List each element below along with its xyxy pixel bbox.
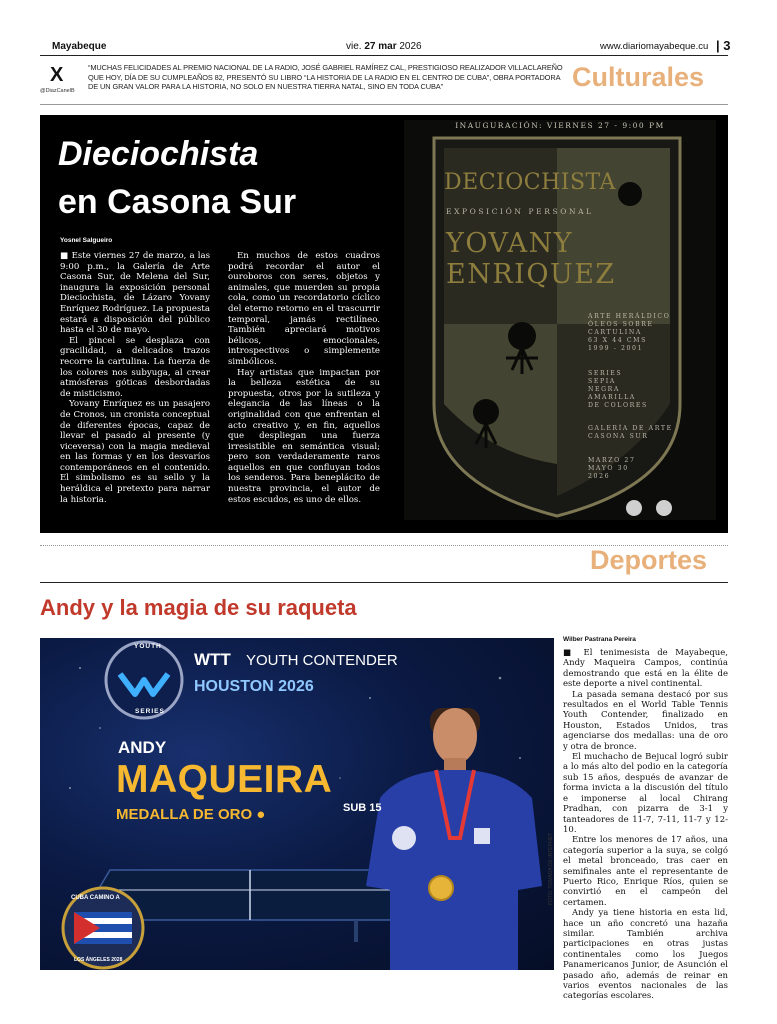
poster-info-gallery: GALERÍA DE ARTE CASONA SUR — [588, 425, 673, 440]
headline-line2: en Casona Sur — [58, 183, 297, 221]
section-label-culturales: Culturales — [572, 62, 705, 92]
badge-text-bottom: LOS ÁNGELES 2028 — [74, 957, 123, 963]
category-label: SUB 15 — [343, 802, 382, 814]
subheader-rule — [40, 104, 728, 105]
paragraph: Yovany Enríquez es un pasajero de Cronos, un cronista conceptual de diferentes épocas, capaz de llevar el pasado al presente (y viceversa) con la magia medieval en las formas y en los desvaríos contemporáneos en el contenido. El simbolismo es su sello y la heráldica el pretexto para narrar la historia. — [60, 399, 210, 505]
paragraph: Andy ya tiene historia en esta lid, hace un año concretó una hazaña similar. También archiva participaciones en otras justas continentales como los Juegos Panamericanos Junior, de Asunción el pasado año, además de reinar en varios eventos nacionales de las categorías escolares. — [563, 908, 728, 1002]
date-year: 2026 — [399, 41, 422, 52]
culturales-column-2 — [228, 251, 380, 505]
paragraph: ■ Este viernes 27 de marzo, a las 9:00 p.m., la Galería de Arte Casona Sur, de Melena del Sur, inaugura la exposición personal Dieciochista, de Lázaro Yovany Enríquez Rodríguez. La propuesta estará a disposición del público hasta el 30 de mayo. — [60, 251, 210, 336]
x-logo-icon: X — [50, 64, 64, 86]
section-label-deportes: Deportes — [590, 545, 708, 575]
paragraph: El muchacho de Bejucal logró subir a lo más alto del podio en la categoría sub 15 años, después de avanzar de forma invicta a la discusión del título e imponerse al local Chirang Pradhan, con pizarra de 3-1 y tanteadores de 11-7, 7-11, 11-7 y 12-10. — [563, 752, 728, 835]
issue-date — [346, 41, 422, 52]
date-prefix: vie. — [346, 41, 362, 52]
paragraph: La pasada semana destacó por sus resultados en el World Table Tennis Youth Contender, finalizado en Houston, Estados Unidos, tras agenciarse dos medallas: una de oro y otra de bronce. — [563, 689, 728, 752]
paragraph: El pincel se desplaza con gracilidad, a delicados trazos recorre la cartulina. La fuerza de los colores nos subyuga, al crear atmósferas góticas desbordadas de misticismo. — [60, 335, 210, 399]
culturales-column-1 — [60, 251, 210, 505]
poster-title: DECIOCHISTA — [444, 170, 616, 195]
photo-credit: FOTO: TOMADA DE INTERNET — [548, 832, 554, 905]
badge-text-top: CUBA CAMINO A — [71, 895, 120, 901]
site-url[interactable]: www.diariomayabeque.cu — [600, 41, 709, 52]
header-rule — [40, 55, 728, 56]
page-number: | 3 — [716, 38, 731, 53]
page-number-value: 3 — [723, 38, 731, 53]
poster-inauguration: INAUGURACIÓN: VIERNES 27 - 9:00 PM — [455, 121, 665, 130]
poster-subtitle: EXPOSICIÓN PERSONAL — [446, 207, 594, 216]
social-quote: “MUCHAS FELICIDADES AL PREMIO NACIONAL DE LA RADIO, JOSÉ GABRIEL RAMÍREZ CAL, PRESTIGIOSO REALIZADOR VILLACLAREÑO QUE HOY, DÍA DE SU CUMPLEAÑOS 82, PRESENTÓ SU LIBRO “LA HISTORIA DE LA RADIO EN EL CENTRO DE CUBA”, OBRA PORTADORA DE UN GRAN VALOR PARA LA HISTORIA, NO SOLO EN NUESTRA TIERRA NATAL, SINO EN TODA CUBA” — [88, 63, 563, 92]
institution-seal-icon — [626, 500, 642, 516]
poster-artist-last: ENRIQUEZ — [446, 259, 616, 290]
poster-info-technique: ARTE HERÁLDICO ÓLEOS SOBRE CARTULINA 63 X 44 CMS 1999 - 2001 — [588, 313, 671, 352]
paragraph: En muchos de estos cuadros podrá recordar el autor el ouroboros con seres, objetos y animales, que muerden su propia cola, como un recordatorio cíclico del eterno retorno en el trascurrir temporal, jamás rectilíneo. También apreciará motivos bélicos, emocionales, introspectivos o simplemente simbólicos. — [228, 251, 380, 367]
paragraph: Entre los menores de 17 años, una categoría superior a la suya, se colgó el metal bronceado, tras caer en semifinales ante el representante de Puerto Rico, Enrique Ríos, quien se convirtió en el campeón del certamen. — [563, 835, 728, 908]
poster-info-dates: MARZO 27 MAYO 30 2026 — [588, 457, 636, 480]
paragraph: ■ El tenimesista de Mayabeque, Andy Maqueira Campos, continúa demostrando que está en la élite de este deporte a nivel continental. — [563, 648, 729, 690]
institution-seal-icon — [656, 500, 672, 516]
medal-label: MEDALLA DE ORO ● — [116, 806, 266, 823]
athlete-last-name: MAQUEIRA — [116, 758, 333, 801]
paragraph: Hay artistas que impactan por la belleza estética de su propuesta, otros por la sutileza y elegancia de las líneas o la originalidad con que enfrentan el acto creativo y, en fin, aquellos que despliegan una fuerza irresistible en semántica visual; pero son verdaderamente raros aquellos en que confluyan todos los senderos. Para beneplácito de nuestra provincia, el autor de estos escudos, es uno de ellos. — [228, 367, 380, 505]
youth-series-badge-bottom: SERIES — [135, 708, 165, 715]
poster-artist-first: YOVANY — [446, 228, 574, 259]
headline-line1: Dieciochista — [58, 135, 259, 173]
deportes-byline: Wilber Pastrana Pereira — [563, 636, 636, 643]
date-main: 27 mar — [364, 41, 397, 52]
deportes-headline: Andy y la magia de su raqueta — [40, 595, 357, 620]
event-name: YOUTH CONTENDER — [246, 652, 398, 669]
deportes-article-body — [563, 648, 728, 1002]
poster-info-series: SERIES SEPIA NEGRA AMARILLA DE COLORES — [588, 370, 648, 409]
section-name: Mayabeque — [52, 41, 107, 52]
medal-icon: ● — [256, 806, 266, 823]
social-handle: @DiazCanelB — [40, 88, 75, 94]
event-location: HOUSTON 2026 — [194, 678, 314, 695]
wtt-logo-text: WTT — [194, 650, 231, 669]
culturales-headline — [58, 130, 388, 226]
deportes-rule — [40, 582, 728, 583]
athlete-first-name: ANDY — [118, 738, 167, 757]
youth-series-badge-top: YOUTH — [134, 643, 162, 650]
culturales-byline: Yosnel Salgueiro — [60, 237, 113, 244]
